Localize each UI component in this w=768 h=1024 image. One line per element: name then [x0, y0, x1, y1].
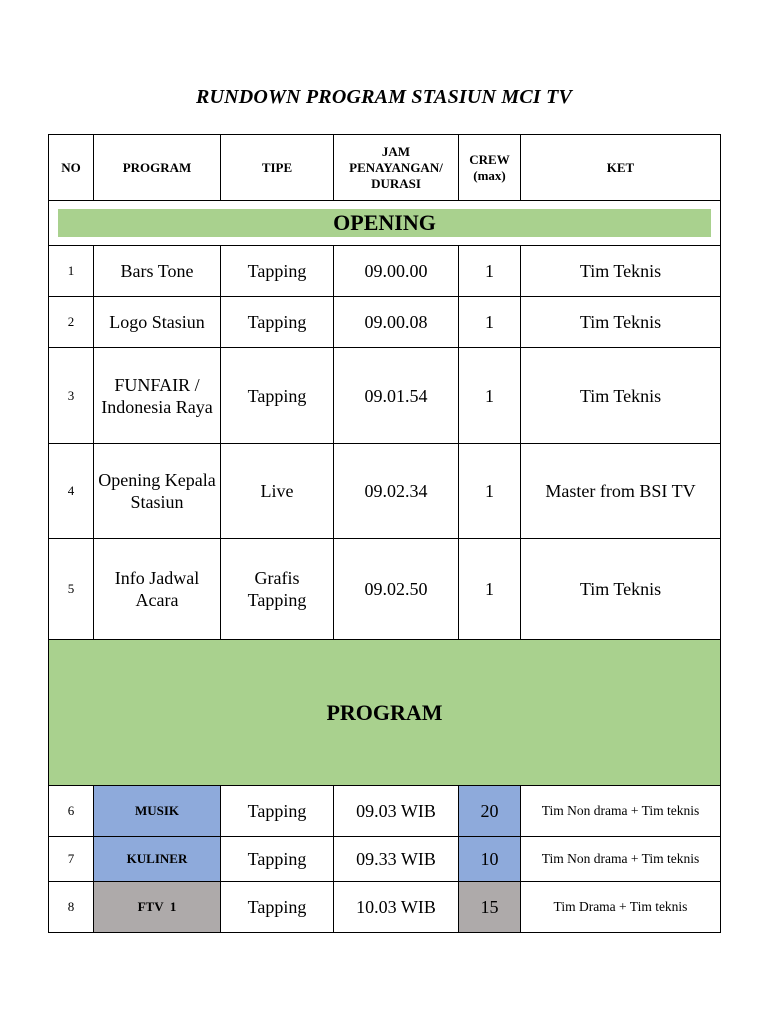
cell-jam: 09.33 WIB [334, 837, 459, 882]
header-ket: KET [521, 135, 721, 201]
cell-no: 8 [49, 882, 94, 933]
cell-crew: 1 [459, 444, 521, 539]
table-row [49, 539, 721, 640]
document-title: RUNDOWN PROGRAM STASIUN MCI TV [195, 86, 573, 108]
table-row [49, 246, 721, 297]
cell-no: 1 [49, 246, 94, 297]
cell-ket: Tim Teknis [521, 246, 721, 297]
cell-no: 7 [49, 837, 94, 882]
cell-jam: 09.00.00 [334, 246, 459, 297]
cell-tipe: Tapping [221, 297, 334, 348]
cell-program: Logo Stasiun [94, 297, 221, 348]
table-row [49, 786, 721, 837]
cell-ket: Tim Teknis [521, 297, 721, 348]
cell-program: Info Jadwal Acara [94, 539, 221, 640]
header-no: NO [49, 135, 94, 201]
cell-crew: 20 [459, 786, 521, 837]
cell-crew: 1 [459, 297, 521, 348]
cell-crew: 1 [459, 348, 521, 444]
cell-crew: 15 [459, 882, 521, 933]
opening-section [49, 201, 721, 246]
cell-program: MUSIK [94, 786, 221, 837]
header-crew: CREW (max) [459, 135, 521, 201]
cell-tipe: Live [221, 444, 334, 539]
cell-no: 2 [49, 297, 94, 348]
section-row-program [49, 640, 721, 786]
cell-tipe: Tapping [221, 246, 334, 297]
cell-program: KULINER [94, 837, 221, 882]
cell-no: 6 [49, 786, 94, 837]
header-tipe: TIPE [221, 135, 334, 201]
cell-ket: Tim Teknis [521, 348, 721, 444]
table-row [49, 837, 721, 882]
cell-tipe: Tapping [221, 882, 334, 933]
cell-crew: 1 [459, 539, 521, 640]
cell-jam: 09.00.08 [334, 297, 459, 348]
cell-ket: Master from BSI TV [521, 444, 721, 539]
cell-jam: 09.03 WIB [334, 786, 459, 837]
cell-tipe: Tapping [221, 786, 334, 837]
cell-program: FUNFAIR / Indonesia Raya [94, 348, 221, 444]
header-row [49, 135, 721, 201]
table-row [49, 444, 721, 539]
cell-jam: 09.02.50 [334, 539, 459, 640]
cell-jam: 10.03 WIB [334, 882, 459, 933]
cell-tipe: Tapping [221, 348, 334, 444]
cell-ket: Tim Drama + Tim teknis [521, 882, 721, 933]
cell-tipe: Grafis Tapping [221, 539, 334, 640]
cell-tipe: Tapping [221, 837, 334, 882]
table-row [49, 348, 721, 444]
cell-no: 4 [49, 444, 94, 539]
section-row-opening [49, 201, 721, 246]
cell-program: Bars Tone [94, 246, 221, 297]
cell-jam: 09.02.34 [334, 444, 459, 539]
cell-no: 5 [49, 539, 94, 640]
cell-crew: 1 [459, 246, 521, 297]
cell-program: Opening Kepala Stasiun [94, 444, 221, 539]
cell-ket: Tim Non drama + Tim teknis [521, 837, 721, 882]
opening-label: OPENING [58, 209, 711, 237]
header-jam: JAM PENAYANGAN/ DURASI [334, 135, 459, 201]
cell-no: 3 [49, 348, 94, 444]
cell-program: FTV 1 [94, 882, 221, 933]
header-program: PROGRAM [94, 135, 221, 201]
cell-crew: 10 [459, 837, 521, 882]
rundown-table [48, 134, 721, 933]
table-row [49, 297, 721, 348]
table-row [49, 882, 721, 933]
cell-ket: Tim Teknis [521, 539, 721, 640]
program-section: PROGRAM [49, 640, 721, 786]
cell-jam: 09.01.54 [334, 348, 459, 444]
cell-ket: Tim Non drama + Tim teknis [521, 786, 721, 837]
